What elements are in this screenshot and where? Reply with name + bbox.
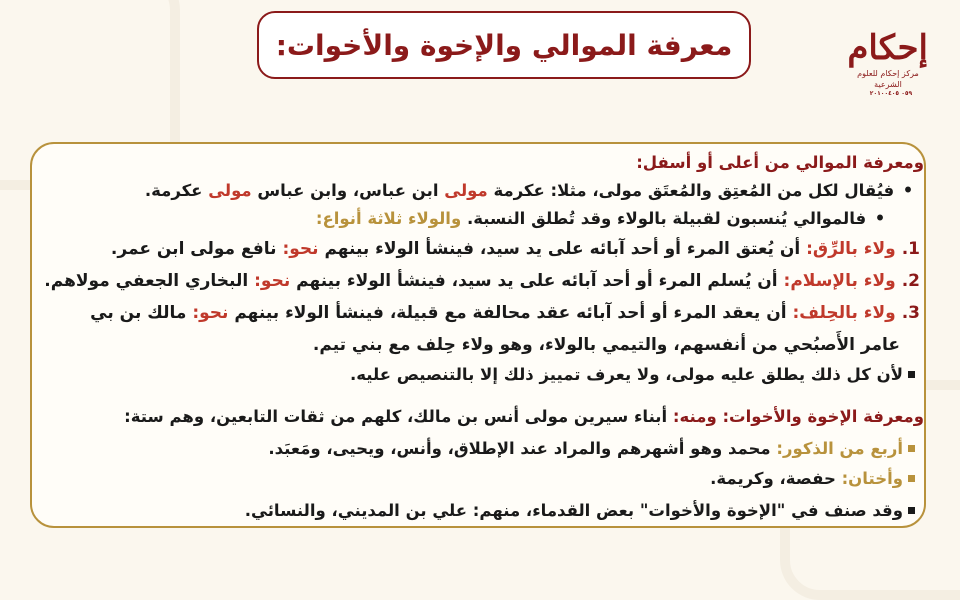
section1-heading: ومعرفة الموالي من أعلى أو أسفل: bbox=[636, 153, 924, 172]
list-item: أربع من الذكور: محمد وهو أشهرهم والمراد عند الإطلاق، وأنس، ويحيى، ومَعبَد. bbox=[268, 438, 920, 460]
bullet-dot: • bbox=[874, 209, 886, 228]
logo bbox=[847, 28, 928, 97]
list-item: وأختان: حفصة، وكريمة. bbox=[710, 468, 920, 490]
section2-heading: ومعرفة الإخوة والأخوات: ومنه: أبناء سيرين مولى أنس بن مالك، كلهم من ثقات التابعين، وهم ستة: bbox=[124, 407, 924, 426]
square-bullet-icon bbox=[908, 475, 915, 482]
logo-subtitle: مركز إحكام للعلوم الشرعية bbox=[857, 69, 919, 89]
logo-number: ٠٥٩ ٢٠١٠٠٤٠٥ bbox=[869, 90, 913, 97]
list-item: وقد صنف في "الإخوة والأخوات" بعض القدماء، منهم: علي بن المديني، والنسائي. bbox=[245, 500, 920, 522]
bullet-line: • فالموالي يُنسبون لقبيلة بالولاء وقد تُطلق النسبة. والولاء ثلاثة أنواع: bbox=[316, 208, 888, 230]
list-item: 2.ولاء بالإسلام: أن يُسلم المرء أو أحد آبائه على يد سيد، فينشأ الولاء بينهم نحو: البخاري الجعفي مولاهم. bbox=[44, 271, 920, 291]
page-title: معرفة الموالي والإخوة والأخوات: bbox=[257, 11, 751, 79]
square-bullet-icon bbox=[908, 371, 915, 378]
list-item-continuation: عامر الأَصبُحي من أنفسهم، والتيمي بالولاء، وهو ولاء حِلف مع بني تيم. bbox=[312, 335, 900, 355]
bullet-dot: • bbox=[902, 181, 914, 200]
note-line: لأن كل ذلك يطلق عليه مولى، ولا يعرف تمييز ذلك إلا بالتنصيص عليه. bbox=[350, 364, 920, 386]
logo-mark: إحكام bbox=[847, 28, 928, 68]
list-item: 3.ولاء بالحِلف: أن يعقد المرء أو أحد آبائه عقد محالفة مع قبيلة، فينشأ الولاء بينهم نحو: مالك بن بي bbox=[90, 303, 920, 323]
square-bullet-icon bbox=[908, 507, 915, 514]
list-item: 1.ولاء بالرِّق: أن يُعتق المرء أو أحد آبائه على يد سيد، فينشأ الولاء بينهم نحو: نافع مولى ابن عمر. bbox=[110, 239, 920, 259]
square-bullet-icon bbox=[908, 445, 915, 452]
bullet-line: • فيُقال لكل من المُعتِق والمُعتَق مولى، مثلا: عكرمة مولى ابن عباس، وابن عباس مولى عكرمة. bbox=[145, 180, 916, 202]
